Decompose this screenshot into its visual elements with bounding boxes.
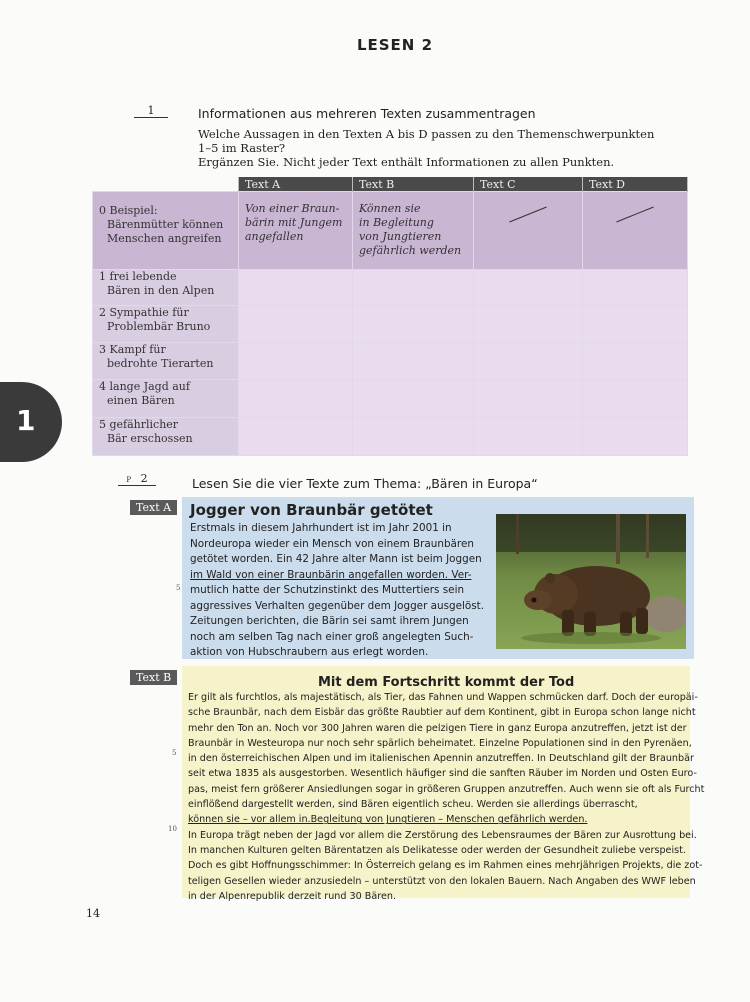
handwritten-line: von Jungtieren xyxy=(359,230,442,243)
text-line: aktion von Hubschraubern aus erlegt worden. xyxy=(190,646,429,658)
handwritten-line: gefährlich werden xyxy=(359,244,462,257)
example-label-line: Bärenmütter können xyxy=(107,218,224,231)
grid-row xyxy=(93,270,688,306)
line-number: 5 xyxy=(176,584,181,592)
example-answer-text-b xyxy=(353,192,474,270)
row-label-line: Problembär Bruno xyxy=(107,320,211,333)
answer-cell[interactable] xyxy=(353,306,474,343)
row-label-line: 5 gefährlicher xyxy=(99,418,179,431)
text-b-label: Text B xyxy=(130,670,177,685)
handwritten-line: Können sie xyxy=(359,202,421,215)
text-line: Zeitungen berichten, die Bärin sei samt ihrem Jungen xyxy=(190,615,469,627)
answer-cell[interactable] xyxy=(239,343,353,380)
row-label-line: Bären in den Alpen xyxy=(107,284,215,297)
task2-prefix: P xyxy=(126,476,132,484)
answer-cell[interactable] xyxy=(583,343,688,380)
answer-cell[interactable] xyxy=(239,380,353,418)
instruction-line: Ergänzen Sie. Nicht jeder Text enthält Informationen zu allen Punkten. xyxy=(198,155,615,169)
text-line: In Europa trägt neben der Jagd vor allem die Zerstörung des Lebensraumes der Bären zur Ausrottung bei. xyxy=(188,829,697,841)
text-line: Nordeuropa wieder ein Mensch von einem Braunbären xyxy=(190,537,474,550)
row-label-line: einen Bären xyxy=(107,394,175,407)
text-line: teligen Gesellen wieder anzusiedeln – unterstützt von den lokalen Bauern. Nach Angaben des WWF leben xyxy=(188,875,696,887)
handwritten-line: angefallen xyxy=(245,230,304,243)
answer-cell[interactable] xyxy=(583,380,688,418)
row-label-line: 1 frei lebende xyxy=(99,270,177,283)
row-label xyxy=(93,418,239,456)
grid-row xyxy=(93,418,688,456)
task1-instructions xyxy=(198,127,654,169)
text-line: sche Braunbär, nach dem Eisbär das größte Raubtier auf dem Kontinent, gibt in Europa schon lange nicht xyxy=(188,707,696,719)
text-line: seit etwa 1835 als ausgestorben. Wesentlich häufiger sind die sanften Räuber im Norden und Osten Euro- xyxy=(188,768,697,780)
text-line: mutlich hatte der Schutzinstinkt des Muttertiers sein xyxy=(190,584,465,596)
example-label-line: Menschen angreifen xyxy=(107,232,222,245)
text-line: Er gilt als furchtlos, als majestätisch, als Tier, das Fahnen und Wappen schmücken darf. Doch der europäi- xyxy=(188,692,698,703)
column-header-text-d: Text D xyxy=(583,177,688,192)
answer-cell[interactable] xyxy=(583,418,688,456)
answer-cell[interactable] xyxy=(474,343,583,380)
text-b-body xyxy=(188,690,704,904)
bear-illustration xyxy=(496,514,686,649)
answer-cell[interactable] xyxy=(583,306,688,343)
text-line: mehr den Ton an. Noch vor 300 Jahren waren die pelzigen Tiere in ganz Europa anzutreffen, jetzt ist der xyxy=(188,722,687,734)
example-label xyxy=(93,192,239,270)
page-number: 14 xyxy=(86,907,100,920)
text-a-label: Text A xyxy=(130,500,177,515)
answer-cell[interactable] xyxy=(353,270,474,306)
task2-number-value: 2 xyxy=(140,472,148,485)
text-line: In manchen Kulturen gelten Bärentatzen als Delikatesse oder werden der Gesundheit zuliebe verspeist. xyxy=(188,844,686,856)
grid-row xyxy=(93,380,688,418)
answer-cell[interactable] xyxy=(239,418,353,456)
example-answer-text-a xyxy=(239,192,353,270)
answer-cell[interactable] xyxy=(239,306,353,343)
row-label-line: 3 Kampf für xyxy=(99,343,166,356)
handwritten-line: Von einer Braun- xyxy=(245,202,340,215)
row-label-line: 4 lange Jagd auf xyxy=(99,380,190,393)
handwritten-line: in Begleitung xyxy=(359,216,434,229)
text-line: Braunbär in Westeuropa nur noch sehr spärlich beheimatet. Einzelne Populationen sind in den Pyrenäen, xyxy=(188,737,692,749)
grid-row xyxy=(93,343,688,380)
answer-cell[interactable] xyxy=(474,418,583,456)
brown-bear-photo xyxy=(496,514,686,649)
answer-cell[interactable] xyxy=(353,343,474,380)
text-a-title: Jogger von Braunbär getötet xyxy=(190,501,433,519)
text-line-highlighted: im Wald von einer Braunbärin angefallen worden. Ver- xyxy=(190,568,472,581)
text-line: Erstmals in diesem Jahrhundert ist im Jahr 2001 in xyxy=(190,522,452,534)
chapter-tab-number: 1 xyxy=(16,404,36,437)
text-b-title: Mit dem Fortschritt kommt der Tod xyxy=(318,675,575,690)
row-label-line: bedrohte Tierarten xyxy=(107,357,214,370)
example-answer-text-d xyxy=(583,192,688,270)
text-line: getötet worden. Ein 42 Jahre alter Mann ist beim Joggen xyxy=(190,553,482,565)
chapter-tab xyxy=(0,382,62,462)
task2-heading: Lesen Sie die vier Texte zum Thema: „Bären in Europa“ xyxy=(192,476,538,491)
text-line: in den österreichischen Alpen und im italienischen Apennin anzutreffen. In Deutschland gilt der Braunbär xyxy=(188,753,694,765)
text-line: Doch es gibt Hoffnungsschimmer: In Österreich gelang es im Rahmen eines mehrjährigen Projekts, die zot- xyxy=(188,860,703,872)
row-label xyxy=(93,380,239,418)
answer-cell[interactable] xyxy=(474,306,583,343)
answer-cell[interactable] xyxy=(474,380,583,418)
line-number: 5 xyxy=(172,749,177,757)
text-line: noch am selben Tag nach einer groß angelegten Such- xyxy=(190,630,474,643)
answer-cell[interactable] xyxy=(239,270,353,306)
example-row xyxy=(93,192,688,270)
answer-cell[interactable] xyxy=(353,418,474,456)
grid-corner xyxy=(93,177,239,192)
dash-mark xyxy=(509,207,546,223)
task2-number xyxy=(118,472,156,486)
text-line: aggressives Verhalten gegenüber dem Jogger ausgelöst. xyxy=(190,599,485,612)
text-line: einflößend dargestellt werden, sind Bären eigentlich scheu. Werden sie allerdings überrascht, xyxy=(188,799,638,811)
task1-number: 1 xyxy=(134,104,168,118)
row-label-line: 2 Sympathie für xyxy=(99,306,189,319)
dash-mark xyxy=(616,207,653,223)
answer-cell[interactable] xyxy=(474,270,583,306)
row-label-line: Bär erschossen xyxy=(107,432,193,445)
example-label-line: 0 Beispiel: xyxy=(99,204,158,217)
column-header-text-c: Text C xyxy=(474,177,583,192)
page-title: LESEN 2 xyxy=(356,36,434,54)
text-line-highlighted: können sie – vor allem in.Begleitung von Jungtieren – Menschen gefährlich werden. xyxy=(188,814,588,826)
column-header-text-a: Text A xyxy=(239,177,353,192)
instruction-line: 1–5 im Raster? xyxy=(198,141,286,155)
answer-cell[interactable] xyxy=(353,380,474,418)
text-line: in der Alpenrepublik derzeit rund 30 Bären. xyxy=(188,890,396,902)
column-header-text-b: Text B xyxy=(353,177,474,192)
line-number: 10 xyxy=(168,825,177,833)
grid-row xyxy=(93,306,688,343)
example-answer-text-c xyxy=(474,192,583,270)
task1-heading: Informationen aus mehreren Texten zusammentragen xyxy=(198,106,536,121)
answer-grid xyxy=(92,177,688,456)
row-label xyxy=(93,306,239,343)
handwritten-line: bärin mit Jungem xyxy=(245,216,343,229)
row-label xyxy=(93,343,239,380)
answer-cell[interactable] xyxy=(583,270,688,306)
instruction-line: Welche Aussagen in den Texten A bis D passen zu den Themenschwerpunkten xyxy=(198,127,655,141)
text-line: pas, meist fern größerer Ansiedlungen sogar in größeren Gruppen anzutreffen. Auch wenn sie oft als Furcht xyxy=(188,783,705,795)
text-a-body xyxy=(190,521,484,661)
row-label xyxy=(93,270,239,306)
